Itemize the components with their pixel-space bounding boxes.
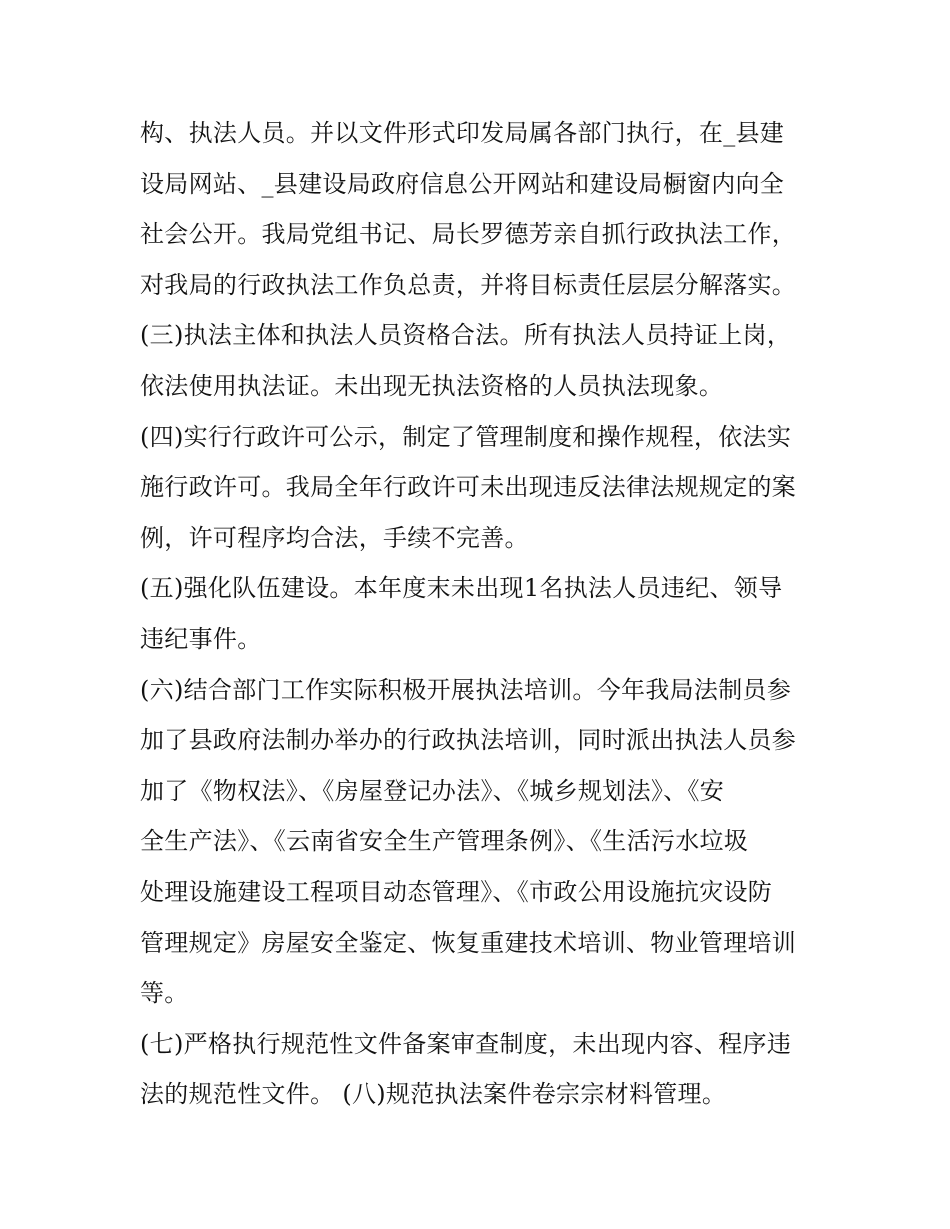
text-line: (五)强化队伍建设。本年度末未出现1名执法人员违纪、领导: [140, 574, 783, 603]
text-line: 加了县政府法制办举办的行政执法培训，同时派出执法人员参: [140, 726, 797, 755]
text-line: (六)结合部门工作实际积极开展执法培训。今年我局法制员参: [140, 675, 792, 704]
text-line: 等。: [140, 979, 189, 1008]
text-line: 社会公开。我局党组书记、局长罗德芳亲自抓行政执法工作，: [140, 220, 797, 249]
text-line: (四)实行行政许可公示，制定了管理制度和操作规程，依法实: [140, 422, 792, 451]
text-line: 依法使用执法证。未出现无执法资格的人员执法现象。: [140, 371, 724, 400]
text-line: 管理规定》房屋安全鉴定、恢复重建技术培训、物业管理培训: [140, 928, 797, 957]
text-line: 例，许可程序均合法，手续不完善。: [140, 523, 529, 552]
document-body: [140, 108, 830, 1120]
text-line: 处理设施建设工程项目动态管理》、《市政公用设施抗灾设防: [140, 877, 773, 906]
text-line: 构、执法人员。并以文件形式印发局属各部门执行，在_县建: [140, 119, 785, 147]
text-line: (三)执法主体和执法人员资格合法。所有执法人员持证上岗，: [140, 321, 792, 350]
text-line: 对我局的行政执法工作负总责，并将目标责任层层分解落实。: [140, 270, 797, 299]
text-line: 法的规范性文件。 (八)规范执法案件卷宗宗材料管理。: [140, 1080, 727, 1109]
text-line: 全生产法》、《云南省安全生产管理条例》、《生活污水垃圾: [140, 827, 749, 856]
text-line: 加了《物权法》、《房屋登记办法》、《城乡规划法》、《安: [140, 776, 725, 805]
text-line: 施行政许可。我局全年行政许可未出现违反法律法规规定的案: [140, 473, 797, 502]
text-line: 设局网站、_县建设局政府信息公开网站和建设局橱窗内向全: [140, 169, 785, 198]
text-line: (七)严格执行规范性文件备案审查制度，未出现内容、程序违: [140, 1029, 792, 1058]
text-line: 违纪事件。: [140, 624, 262, 653]
